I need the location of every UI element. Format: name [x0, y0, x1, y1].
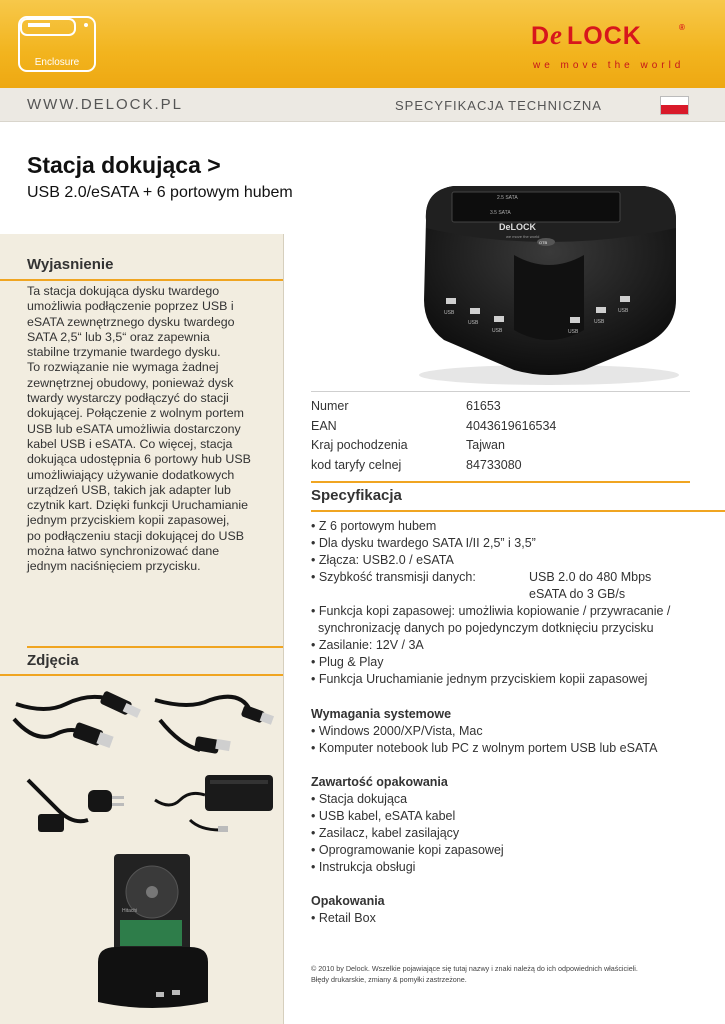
requirements-item: • Windows 2000/XP/Vista, Mac: [311, 724, 483, 738]
explanation-line: umożliwia podłączenie poprzez USB i: [27, 299, 234, 314]
explanation-line: eSATA zewnętrznego dysku twardego: [27, 314, 235, 329]
explanation-line: dokującej. Połączenie z wolnym portem: [27, 406, 244, 421]
spec-item: • Z 6 portowym hubem: [311, 519, 437, 533]
explanation-line: Ta stacja dokująca dysku twardego: [27, 284, 220, 298]
footer-notice: [311, 963, 711, 985]
url-bar: [0, 88, 725, 122]
svg-text:e: e: [550, 20, 563, 50]
speed-label: • Szybkość transmisji danych:: [311, 570, 476, 584]
docking-station-with-drive-photo: [96, 852, 216, 1012]
speed-value-usb: USB 2.0 do 480 Mbps: [529, 570, 652, 584]
svg-text:®: ®: [679, 23, 686, 32]
package-item: • USB kabel, eSATA kabel: [311, 809, 456, 823]
usb-port-label: USB: [492, 328, 503, 334]
svg-text:D: D: [531, 22, 551, 50]
speed-value-esata: eSATA do 3 GB/s: [529, 587, 626, 601]
packaging-heading: Opakowania: [311, 894, 385, 908]
image-otb-button: OTB: [539, 240, 548, 245]
tagline: we move the world: [533, 60, 685, 71]
docking-station-image: [414, 180, 694, 390]
explanation-line: dokująca udostępnia 6 portowy hub USB: [27, 452, 251, 467]
spec-list: [311, 518, 711, 927]
package-item: • Stacja dokująca: [311, 792, 408, 806]
image-brand: DeLOCK: [499, 222, 537, 232]
requirements-heading: Wymagania systemowe: [311, 707, 452, 721]
explanation-line: można łatwo synchronizować dane: [27, 544, 220, 559]
spec-item: • Plug & Play: [311, 655, 384, 669]
poland-flag-icon: [660, 96, 689, 115]
info-value: 84733080: [466, 457, 522, 472]
info-label: Numer: [311, 399, 349, 413]
explanation-line: kabel USB i eSATA. Co więcej, stacja: [27, 436, 233, 451]
section-label: SPECYFIKACJA TECHNICZNA: [395, 98, 602, 113]
spec-divider: [311, 510, 725, 512]
power-cable-photo: [18, 770, 128, 850]
photos-heading: Zdjęcia: [27, 652, 79, 669]
power-adapter-photo: [150, 770, 280, 850]
explanation-heading: Wyjasnienie: [27, 256, 114, 273]
photos-top-divider: [27, 646, 283, 648]
spec-item: • Funkcja Uruchamianie jednym przyciskiem kopii zapasowej: [311, 672, 648, 686]
page-subtitle: USB 2.0/eSATA + 6 portowym hubem: [27, 184, 293, 201]
explanation-line: To rozwiązanie nie wymaga żadnej: [27, 360, 219, 375]
usb-port-label: USB: [468, 320, 479, 326]
usb-port-label: USB: [594, 319, 605, 325]
explanation-divider: [0, 279, 283, 281]
info-value: 61653: [466, 399, 501, 413]
explanation-line: umożliwiający używanie dodatkowych: [27, 467, 235, 482]
usb-cable-photo: [6, 684, 146, 764]
column-divider: [283, 234, 284, 1024]
explanation-line: zewnętrznej obudowy, ponieważ dysk: [27, 375, 234, 390]
spec-top-divider: [311, 481, 690, 483]
delock-logo: [531, 20, 691, 50]
package-item: • Oprogramowanie kopi zapasowej: [311, 843, 504, 857]
requirements-item: • Komputer notebook lub PC z wolnym portem USB lub eSATA: [311, 741, 658, 755]
page-title: Stacja dokująca >: [27, 152, 221, 178]
spec-item: • Funkcja kopi zapasowej: umożliwia kopiowanie / przywracanie /: [311, 604, 671, 618]
explanation-line: SATA 2,5“ lub 3,5“ oraz zapewnia: [27, 329, 210, 344]
spec-item: • Dla dysku twardego SATA I/II 2,5” i 3,5”: [311, 536, 536, 550]
explanation-line: stabilne trzymanie twardego dysku.: [27, 345, 221, 360]
info-label: kod taryfy celnej: [311, 457, 402, 472]
spec-heading: Specyfikacja: [311, 487, 402, 504]
image-brand-tagline: we move the world: [506, 234, 540, 239]
delock-logo-graphic: [531, 20, 691, 50]
enclosure-badge: [18, 16, 96, 72]
info-label: EAN: [311, 418, 337, 433]
spec-item: • Zasilanie: 12V / 3A: [311, 638, 424, 652]
explanation-line: twardy wystarczy podłączyć do stacji: [27, 391, 229, 406]
explanation-line: czytnik kart. Dzięki funkcji Uruchamianie: [27, 498, 249, 513]
info-top-rule: [311, 391, 690, 392]
copyright-line: © 2010 by Delock. Wszelkie pojawiające się tutaj nazwy i znaki należą do ich odpowiednich właścicieli.: [311, 964, 638, 973]
slot-top-label: 2.5 SATA: [497, 195, 518, 201]
slot-bottom-label: 3.5 SATA: [490, 210, 511, 216]
explanation-text: [27, 284, 273, 575]
package-heading: Zawartość opakowania: [311, 775, 448, 789]
package-item: • Zasilacz, kabel zasilający: [311, 826, 460, 840]
explanation-line: jednym naciśnięciem przycisku.: [27, 559, 201, 574]
explanation-line: USB lub eSATA umożliwia dostarczony: [27, 421, 241, 436]
disclaimer-line: Błędy drukarskie, zmiany & pomyłki zastrzeżone.: [311, 975, 467, 984]
enclosure-label: Enclosure: [34, 57, 80, 68]
photos-divider: [0, 674, 283, 676]
hard-drive-icon: [20, 18, 76, 36]
info-value: 4043619616534: [466, 418, 557, 433]
usb-port-label: USB: [568, 329, 579, 335]
svg-text:LOCK: LOCK: [567, 22, 642, 50]
usb-port-label: USB: [618, 308, 629, 314]
packaging-item: • Retail Box: [311, 911, 376, 925]
spec-item: • Złącza: USB2.0 / eSATA: [311, 553, 454, 567]
usb-port-label: USB: [444, 310, 455, 316]
info-value: Tajwan: [466, 438, 505, 452]
site-url[interactable]: WWW.DELOCK.PL: [27, 96, 184, 113]
spec-item: synchronizację danych po pojedynczym dotknięciu przycisku: [318, 621, 654, 635]
drive-label: Hitachi: [122, 908, 138, 914]
explanation-line: jednym przyciskiem kopii zapasowej,: [27, 513, 230, 528]
explanation-line: urządzeń USB, takich jak adapter lub: [27, 482, 231, 497]
esata-cable-photo: [150, 690, 280, 770]
package-item: • Instrukcja obsługi: [311, 860, 416, 874]
explanation-line: po podłączeniu stacji dokującej do USB: [27, 528, 244, 543]
info-label: Kraj pochodzenia: [311, 438, 408, 452]
